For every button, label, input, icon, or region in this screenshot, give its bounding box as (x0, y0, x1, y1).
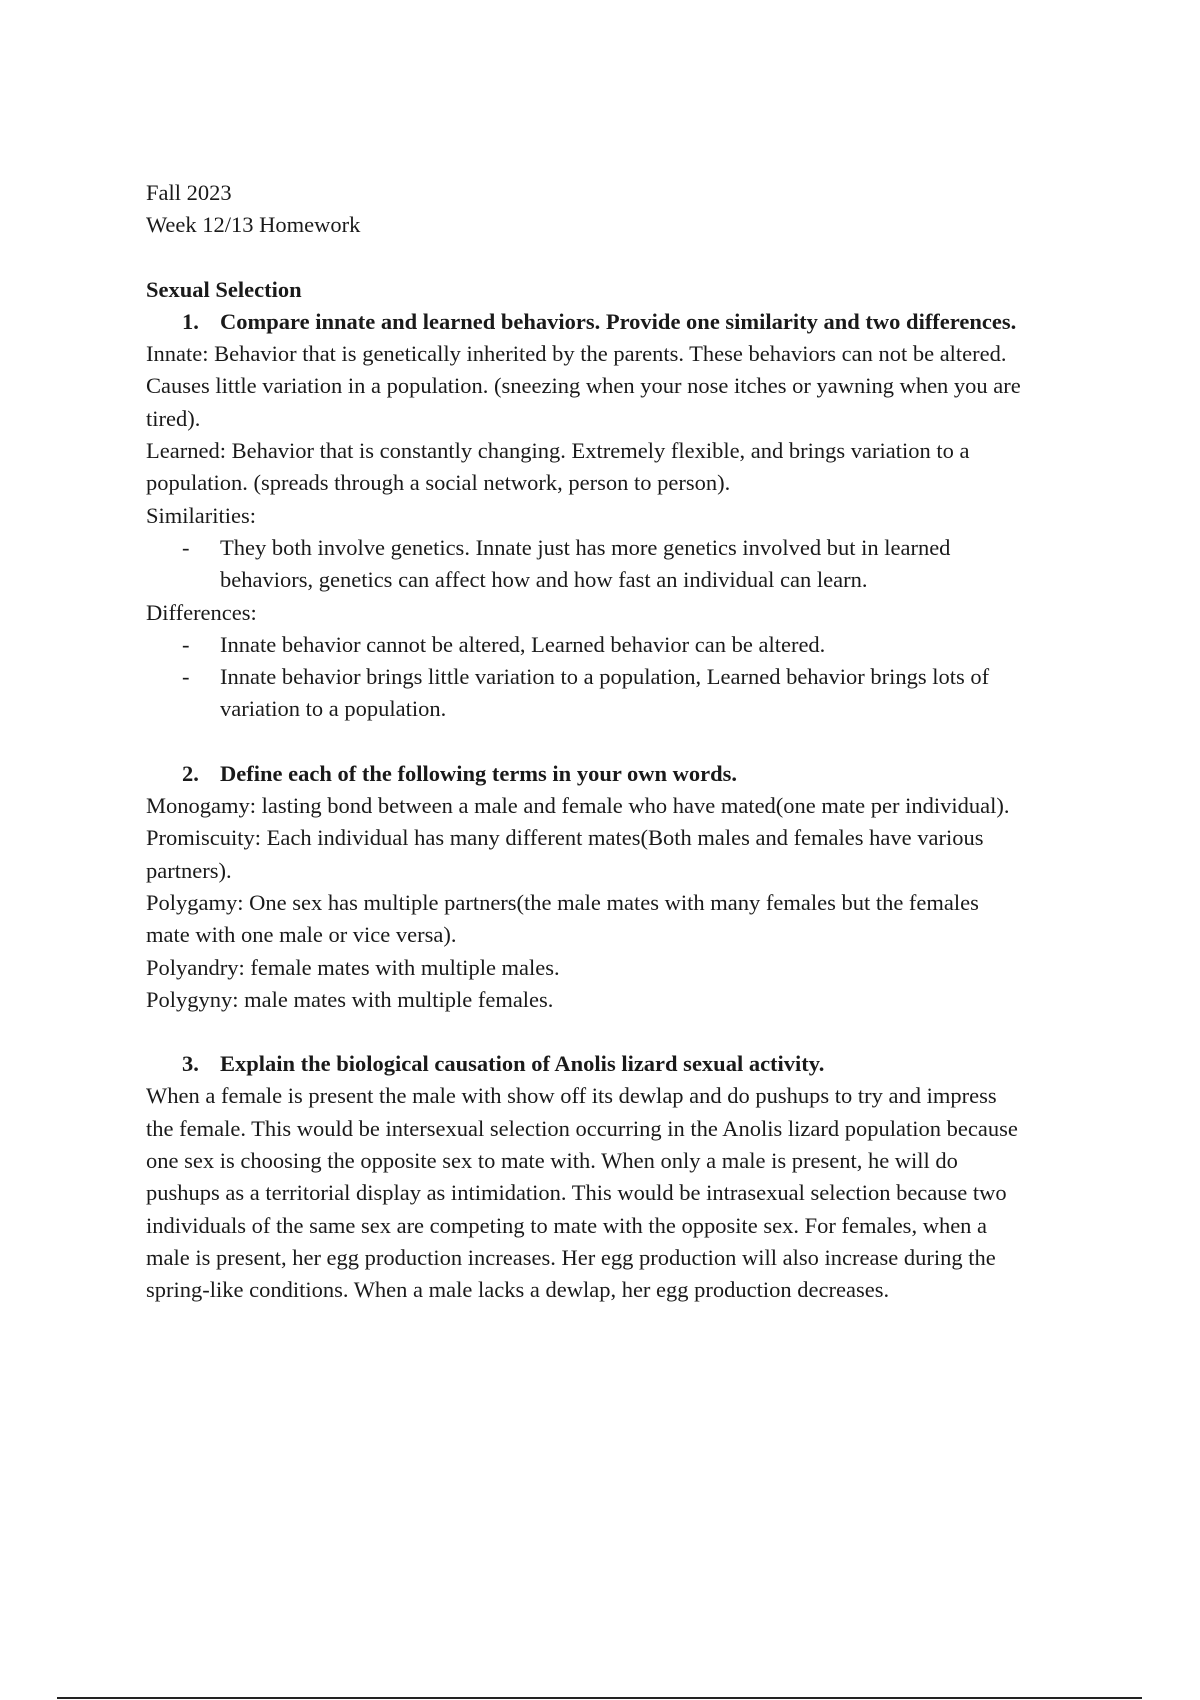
difference-line: Innate behavior brings little variation to a population, Learned behavior brings lots of (220, 664, 990, 690)
spacer (146, 1016, 1096, 1048)
definition-line: Polyandry: female mates with multiple males. (146, 954, 560, 980)
spacer (146, 242, 1096, 274)
definition-line: Polygyny: male mates with multiple females. (146, 986, 554, 1012)
answer-line: spring-like conditions. When a male lacks a dewlap, her egg production decreases. (146, 1277, 890, 1303)
answer-line: the female. This would be intersexual selection occurring in the Anolis lizard population because (146, 1115, 1018, 1141)
innate-line: Causes little variation in a population. (sneezing when your nose itches or yawning when you are (146, 373, 1021, 399)
answer-line: pushups as a territorial display as intimidation. This would be intrasexual selection because two (146, 1180, 1007, 1206)
question-3-number: 3. (182, 1051, 199, 1077)
similarities-label: Similarities: (146, 502, 256, 528)
document-page (146, 177, 1096, 1307)
question-3-text: Explain the biological causation of Anolis lizard sexual activity. (220, 1051, 825, 1077)
difference-item (146, 629, 1096, 661)
similarity-item (146, 532, 1096, 597)
bullet-dash: - (182, 664, 190, 690)
page-bottom-rule (57, 1697, 1142, 1699)
question-1 (146, 306, 1096, 338)
difference-item (146, 661, 1096, 726)
bullet-dash: - (182, 534, 190, 560)
question-1-text: Compare innate and learned behaviors. Provide one similarity and two differences. (220, 308, 1017, 334)
question-1-number: 1. (182, 308, 199, 334)
definition-line: Monogamy: lasting bond between a male and female who have mated(one mate per individual). (146, 793, 1010, 819)
innate-line: tired). (146, 405, 201, 431)
question-3 (146, 1048, 1096, 1080)
spacer (146, 726, 1096, 758)
assignment-title: Week 12/13 Homework (146, 212, 361, 238)
similarity-line: They both involve genetics. Innate just has more genetics involved but in learned (220, 534, 951, 560)
answer-line: male is present, her egg production increases. Her egg production will also increase during the (146, 1244, 996, 1270)
question-2-number: 2. (182, 760, 199, 786)
difference-text (220, 661, 1096, 726)
question-2-text: Define each of the following terms in your own words. (220, 760, 738, 786)
answer-line: When a female is present the male with show off its dewlap and do pushups to try and impress (146, 1083, 997, 1109)
definition-line: partners). (146, 857, 232, 883)
definition-line: mate with one male or vice versa). (146, 922, 457, 948)
definition-line: Polygamy: One sex has multiple partners(the male mates with many females but the females (146, 889, 979, 915)
differences-label: Differences: (146, 599, 257, 625)
bullet-dash: - (182, 631, 190, 657)
learned-line: population. (spreads through a social network, person to person). (146, 470, 731, 496)
similarity-line: behaviors, genetics can affect how and how fast an individual can learn. (220, 567, 868, 593)
section-title: Sexual Selection (146, 276, 302, 302)
learned-line: Learned: Behavior that is constantly changing. Extremely flexible, and brings variation to a (146, 438, 970, 464)
definition-line: Promiscuity: Each individual has many different mates(Both males and females have various (146, 825, 984, 851)
difference-line: variation to a population. (220, 696, 447, 722)
similarity-text (220, 532, 1096, 597)
answer-line: individuals of the same sex are competing to mate with the opposite sex. For females, when a (146, 1212, 988, 1238)
answer-line: one sex is choosing the opposite sex to mate with. When only a male is present, he will do (146, 1148, 958, 1174)
innate-line: Innate: Behavior that is genetically inherited by the parents. These behaviors can not be altered. (146, 341, 1007, 367)
difference-line: Innate behavior cannot be altered, Learned behavior can be altered. (220, 631, 826, 657)
question-2 (146, 758, 1096, 790)
difference-text (220, 629, 1096, 661)
term-label: Fall 2023 (146, 180, 232, 205)
